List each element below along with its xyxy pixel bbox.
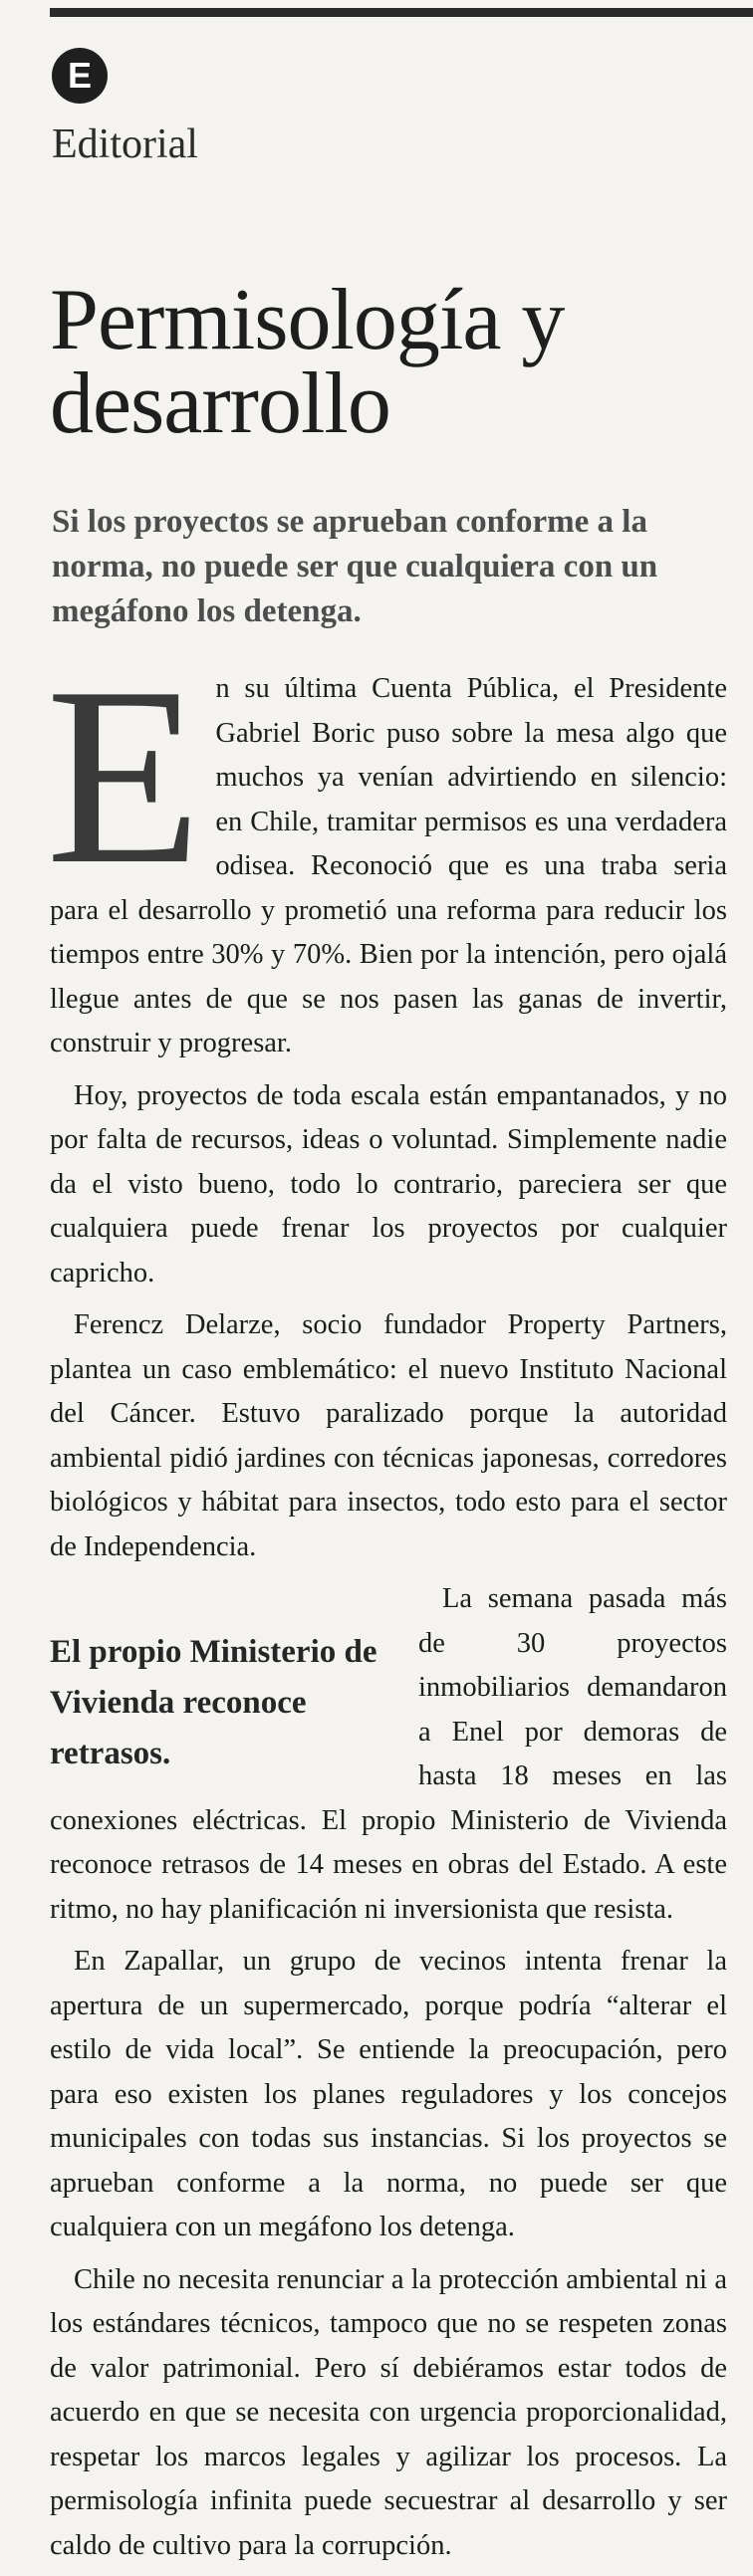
- article-body: [46, 635, 727, 2576]
- section-badge: E: [52, 48, 108, 104]
- paragraph-6: Chile no necesita renunciar a la protección ambiental ni a los estándares técnicos, tampoco que no se respeten zonas de valor patrimonial. Pero sí debiéramos estar todos de acuerdo en que se necesita con urgencia proporcionalidad, respetar los marcos legales y agilizar los procesos. La permisología infinita puede secuestrar al desarrollo y ser caldo de cultivo para la corrupción.: [50, 2263, 727, 2561]
- deck: Si los proyectos se aprueban conforme a la norma, no puede ser que cualquiera con un megáfono los detenga.: [52, 504, 658, 629]
- paragraph-5: En Zapallar, un grupo de vecinos intenta frenar la apertura de un supermercado, porque podría “alterar el estilo de vida local”. Se entiende la preocupación, pero para eso existen los planes reguladores y los concejos municipales con todas sus instancias. Si los proyectos se aprueban conforme a la norma, no puede ser que cualquiera con un megáfono los detenga.: [50, 1946, 727, 2242]
- headline: Permisología y desarrollo: [50, 272, 565, 452]
- top-rule: [50, 8, 753, 17]
- paragraph-3: Ferencz Delarze, socio fundador Property Partners, plantea un caso emblemático: el nuevo Instituto Nacional del Cáncer. Estuvo paralizado porque la autoridad ambiental pidió jardines con técnicas japonesas, corredores biológicos y hábitat para insectos, todo esto para el sector de Independencia.: [50, 1309, 727, 1562]
- drop-cap: E: [46, 635, 202, 917]
- section-title: Editorial: [52, 121, 198, 167]
- paragraph-1: [46, 635, 727, 1066]
- paragraph-4: La semana pasada más de 30 proyectos inmobiliarios demandaron a Enel por demoras de hasta 18 meses en las conexiones eléctricas. El propio Ministerio de Vivienda reconoce retrasos de 14 meses en obras del Estado. A este ritmo, no hay planificación ni inversionista que resista.: [50, 1583, 727, 1925]
- paragraph-2: Hoy, proyectos de toda escala están empantanados, y no por falta de recursos, ideas o voluntad. Simplemente nadie da el visto bueno, todo lo contrario, pareciera ser que cualquiera puede frenar los proyectos por cualquier capricho.: [50, 1079, 727, 1288]
- pull-quote: El propio Ministerio de Vivienda reconoce retrasos.: [50, 1634, 377, 1771]
- paragraph-1-text: n su última Cuenta Pública, el Presidente Gabriel Boric puso sobre la mesa algo que muchos ya venían advirtiendo en silencio: en Chile, tramitar permisos es una verdadera odisea. Reconoció que es una traba seria para el desarrollo y prometió una reforma para reducir los tiempos entre 30% y 70%. Bien por la intención, pero ojalá llegue antes de que se nos pasen las ganas de invertir, construir y progresar.: [50, 673, 727, 1058]
